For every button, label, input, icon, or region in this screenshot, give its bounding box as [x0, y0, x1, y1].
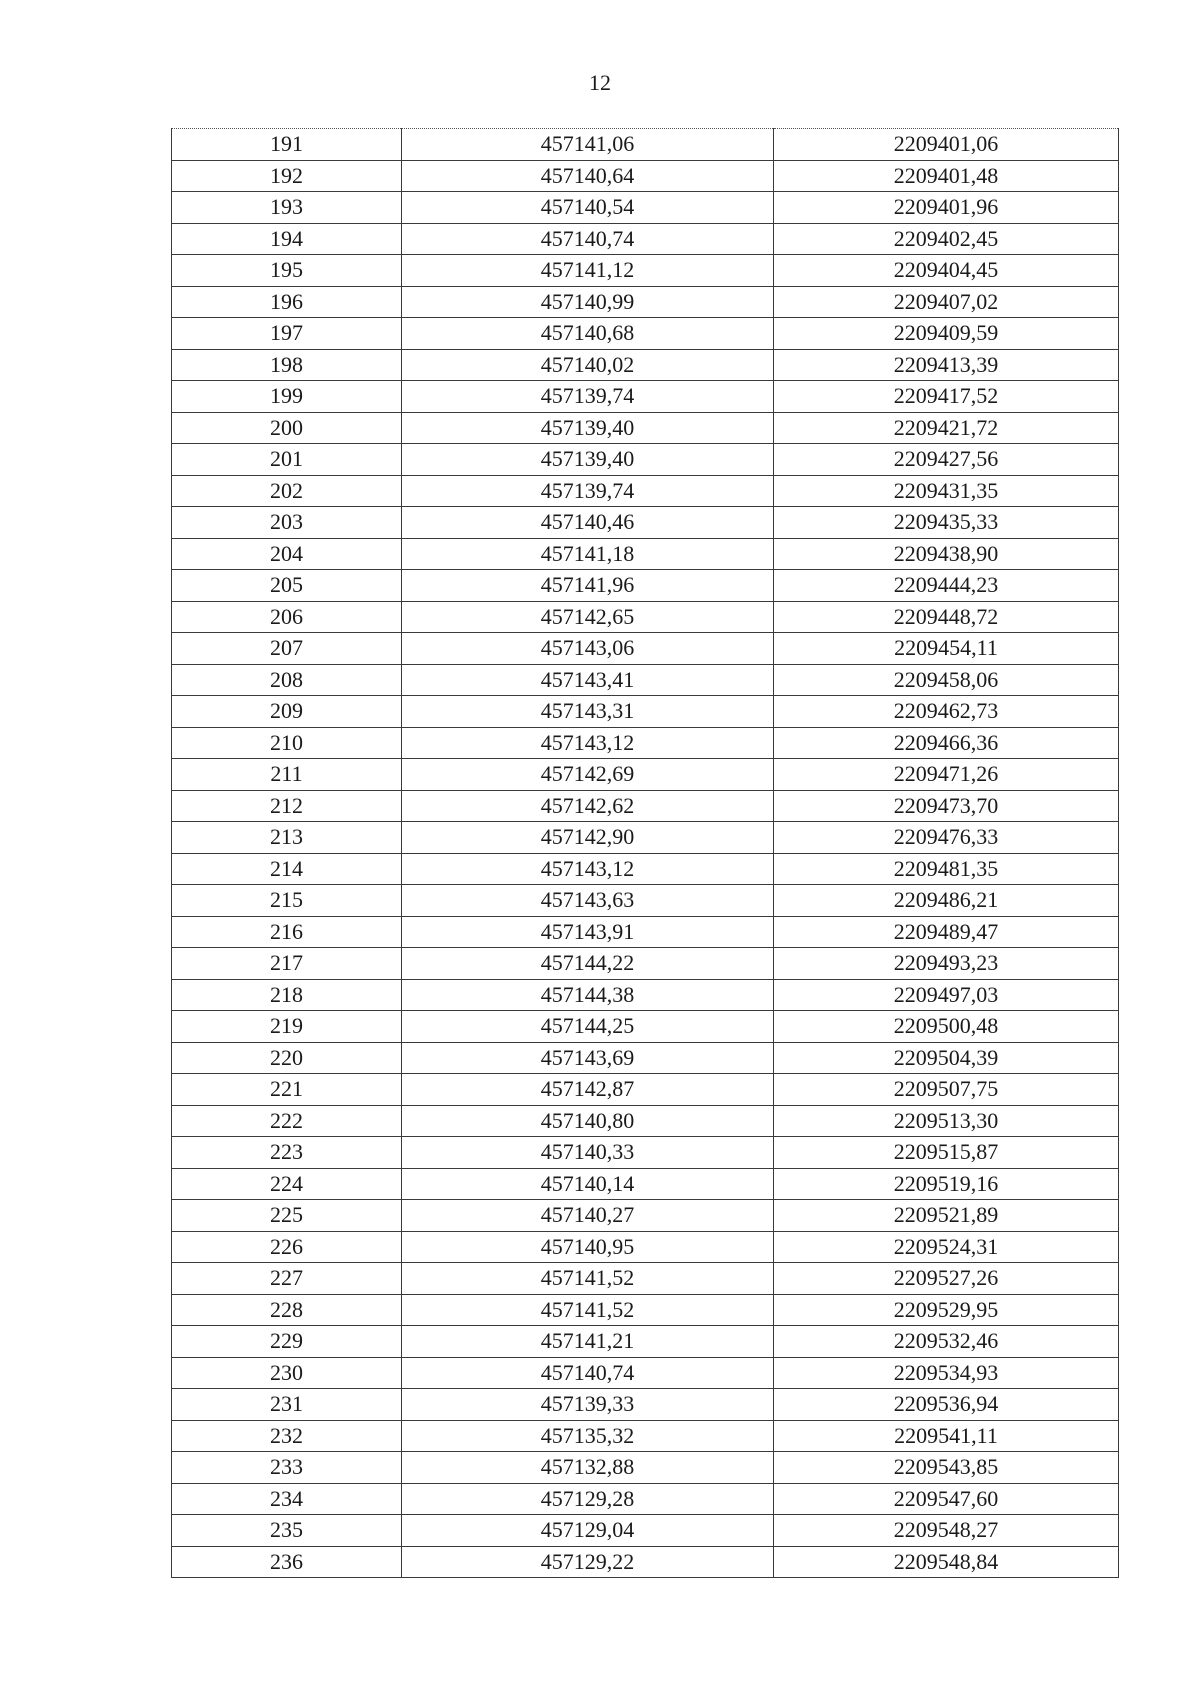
y-coordinate-cell: 2209448,72 — [774, 601, 1119, 633]
x-coordinate-cell: 457140,99 — [402, 286, 774, 318]
y-coordinate-cell: 2209481,35 — [774, 853, 1119, 885]
x-coordinate-cell: 457141,52 — [402, 1263, 774, 1295]
table-row — [172, 1105, 1119, 1137]
y-coordinate-cell: 2209421,72 — [774, 412, 1119, 444]
table-row — [172, 255, 1119, 287]
point-number-cell: 227 — [172, 1263, 402, 1295]
table-row — [172, 1168, 1119, 1200]
point-number-cell: 236 — [172, 1546, 402, 1578]
table-row — [172, 538, 1119, 570]
y-coordinate-cell: 2209466,36 — [774, 727, 1119, 759]
y-coordinate-cell: 2209458,06 — [774, 664, 1119, 696]
point-number-cell: 228 — [172, 1294, 402, 1326]
y-coordinate-cell: 2209497,03 — [774, 979, 1119, 1011]
table-row — [172, 1420, 1119, 1452]
y-coordinate-cell: 2209513,30 — [774, 1105, 1119, 1137]
x-coordinate-cell: 457142,69 — [402, 759, 774, 791]
x-coordinate-cell: 457140,64 — [402, 160, 774, 192]
point-number-cell: 233 — [172, 1452, 402, 1484]
x-coordinate-cell: 457129,28 — [402, 1483, 774, 1515]
table-row — [172, 1546, 1119, 1578]
point-number-cell: 202 — [172, 475, 402, 507]
point-number-cell: 191 — [172, 129, 402, 161]
y-coordinate-cell: 2209454,11 — [774, 633, 1119, 665]
table-row — [172, 286, 1119, 318]
x-coordinate-cell: 457139,33 — [402, 1389, 774, 1421]
point-number-cell: 218 — [172, 979, 402, 1011]
table-row — [172, 790, 1119, 822]
y-coordinate-cell: 2209489,47 — [774, 916, 1119, 948]
point-number-cell: 207 — [172, 633, 402, 665]
y-coordinate-cell: 2209401,96 — [774, 192, 1119, 224]
table-row — [172, 1326, 1119, 1358]
table-row — [172, 916, 1119, 948]
point-number-cell: 214 — [172, 853, 402, 885]
x-coordinate-cell: 457140,02 — [402, 349, 774, 381]
point-number-cell: 198 — [172, 349, 402, 381]
x-coordinate-cell: 457140,95 — [402, 1231, 774, 1263]
table-row — [172, 759, 1119, 791]
point-number-cell: 224 — [172, 1168, 402, 1200]
table-row — [172, 727, 1119, 759]
y-coordinate-cell: 2209413,39 — [774, 349, 1119, 381]
y-coordinate-cell: 2209532,46 — [774, 1326, 1119, 1358]
point-number-cell: 210 — [172, 727, 402, 759]
y-coordinate-cell: 2209493,23 — [774, 948, 1119, 980]
point-number-cell: 206 — [172, 601, 402, 633]
y-coordinate-cell: 2209515,87 — [774, 1137, 1119, 1169]
y-coordinate-cell: 2209541,11 — [774, 1420, 1119, 1452]
table-row — [172, 1231, 1119, 1263]
table-row — [172, 1483, 1119, 1515]
table-row — [172, 475, 1119, 507]
table-row — [172, 1294, 1119, 1326]
y-coordinate-cell: 2209431,35 — [774, 475, 1119, 507]
point-number-cell: 203 — [172, 507, 402, 539]
table-row — [172, 1011, 1119, 1043]
table-row — [172, 948, 1119, 980]
y-coordinate-cell: 2209527,26 — [774, 1263, 1119, 1295]
table-row — [172, 1042, 1119, 1074]
x-coordinate-cell: 457142,62 — [402, 790, 774, 822]
table-row — [172, 885, 1119, 917]
point-number-cell: 219 — [172, 1011, 402, 1043]
table-row — [172, 1452, 1119, 1484]
table-row — [172, 507, 1119, 539]
x-coordinate-cell: 457143,12 — [402, 853, 774, 885]
x-coordinate-cell: 457139,74 — [402, 475, 774, 507]
table-row — [172, 444, 1119, 476]
point-number-cell: 205 — [172, 570, 402, 602]
y-coordinate-cell: 2209427,56 — [774, 444, 1119, 476]
y-coordinate-cell: 2209438,90 — [774, 538, 1119, 570]
point-number-cell: 192 — [172, 160, 402, 192]
x-coordinate-cell: 457141,12 — [402, 255, 774, 287]
table-row — [172, 1389, 1119, 1421]
table-row — [172, 1074, 1119, 1106]
point-number-cell: 197 — [172, 318, 402, 350]
x-coordinate-cell: 457143,06 — [402, 633, 774, 665]
point-number-cell: 194 — [172, 223, 402, 255]
table-row — [172, 318, 1119, 350]
table-row — [172, 381, 1119, 413]
table-row — [172, 664, 1119, 696]
y-coordinate-cell: 2209536,94 — [774, 1389, 1119, 1421]
y-coordinate-cell: 2209476,33 — [774, 822, 1119, 854]
x-coordinate-cell: 457143,41 — [402, 664, 774, 696]
point-number-cell: 209 — [172, 696, 402, 728]
point-number-cell: 231 — [172, 1389, 402, 1421]
y-coordinate-cell: 2209471,26 — [774, 759, 1119, 791]
y-coordinate-cell: 2209462,73 — [774, 696, 1119, 728]
y-coordinate-cell: 2209547,60 — [774, 1483, 1119, 1515]
y-coordinate-cell: 2209444,23 — [774, 570, 1119, 602]
y-coordinate-cell: 2209534,93 — [774, 1357, 1119, 1389]
y-coordinate-cell: 2209417,52 — [774, 381, 1119, 413]
table-row — [172, 1263, 1119, 1295]
x-coordinate-cell: 457142,90 — [402, 822, 774, 854]
y-coordinate-cell: 2209548,27 — [774, 1515, 1119, 1547]
table-row — [172, 853, 1119, 885]
x-coordinate-cell: 457140,27 — [402, 1200, 774, 1232]
table-row — [172, 601, 1119, 633]
y-coordinate-cell: 2209504,39 — [774, 1042, 1119, 1074]
y-coordinate-cell: 2209402,45 — [774, 223, 1119, 255]
page-number: 12 — [589, 70, 611, 95]
x-coordinate-cell: 457140,33 — [402, 1137, 774, 1169]
point-number-cell: 222 — [172, 1105, 402, 1137]
point-number-cell: 196 — [172, 286, 402, 318]
x-coordinate-cell: 457141,52 — [402, 1294, 774, 1326]
table-row — [172, 412, 1119, 444]
table-row — [172, 129, 1119, 161]
x-coordinate-cell: 457132,88 — [402, 1452, 774, 1484]
x-coordinate-cell: 457143,63 — [402, 885, 774, 917]
x-coordinate-cell: 457142,87 — [402, 1074, 774, 1106]
point-number-cell: 234 — [172, 1483, 402, 1515]
x-coordinate-cell: 457139,40 — [402, 444, 774, 476]
table-row — [172, 1515, 1119, 1547]
point-number-cell: 229 — [172, 1326, 402, 1358]
x-coordinate-cell: 457141,96 — [402, 570, 774, 602]
x-coordinate-cell: 457140,74 — [402, 223, 774, 255]
point-number-cell: 208 — [172, 664, 402, 696]
point-number-cell: 193 — [172, 192, 402, 224]
point-number-cell: 216 — [172, 916, 402, 948]
point-number-cell: 204 — [172, 538, 402, 570]
coordinates-table-body — [172, 129, 1119, 1578]
point-number-cell: 213 — [172, 822, 402, 854]
x-coordinate-cell: 457129,22 — [402, 1546, 774, 1578]
point-number-cell: 215 — [172, 885, 402, 917]
x-coordinate-cell: 457139,40 — [402, 412, 774, 444]
x-coordinate-cell: 457139,74 — [402, 381, 774, 413]
coordinates-table — [171, 128, 1119, 1578]
table-row — [172, 1357, 1119, 1389]
point-number-cell: 225 — [172, 1200, 402, 1232]
y-coordinate-cell: 2209529,95 — [774, 1294, 1119, 1326]
point-number-cell: 235 — [172, 1515, 402, 1547]
y-coordinate-cell: 2209409,59 — [774, 318, 1119, 350]
x-coordinate-cell: 457144,38 — [402, 979, 774, 1011]
point-number-cell: 230 — [172, 1357, 402, 1389]
x-coordinate-cell: 457140,46 — [402, 507, 774, 539]
y-coordinate-cell: 2209519,16 — [774, 1168, 1119, 1200]
point-number-cell: 220 — [172, 1042, 402, 1074]
x-coordinate-cell: 457143,12 — [402, 727, 774, 759]
y-coordinate-cell: 2209500,48 — [774, 1011, 1119, 1043]
table-row — [172, 1200, 1119, 1232]
point-number-cell: 199 — [172, 381, 402, 413]
table-row — [172, 349, 1119, 381]
x-coordinate-cell: 457140,74 — [402, 1357, 774, 1389]
x-coordinate-cell: 457129,04 — [402, 1515, 774, 1547]
x-coordinate-cell: 457143,69 — [402, 1042, 774, 1074]
x-coordinate-cell: 457140,54 — [402, 192, 774, 224]
table-row — [172, 192, 1119, 224]
y-coordinate-cell: 2209521,89 — [774, 1200, 1119, 1232]
x-coordinate-cell: 457135,32 — [402, 1420, 774, 1452]
y-coordinate-cell: 2209407,02 — [774, 286, 1119, 318]
x-coordinate-cell: 457144,25 — [402, 1011, 774, 1043]
x-coordinate-cell: 457141,21 — [402, 1326, 774, 1358]
table-row — [172, 570, 1119, 602]
point-number-cell: 200 — [172, 412, 402, 444]
y-coordinate-cell: 2209435,33 — [774, 507, 1119, 539]
y-coordinate-cell: 2209473,70 — [774, 790, 1119, 822]
point-number-cell: 211 — [172, 759, 402, 791]
table-row — [172, 633, 1119, 665]
point-number-cell: 212 — [172, 790, 402, 822]
x-coordinate-cell: 457141,18 — [402, 538, 774, 570]
point-number-cell: 232 — [172, 1420, 402, 1452]
table-row — [172, 696, 1119, 728]
x-coordinate-cell: 457142,65 — [402, 601, 774, 633]
x-coordinate-cell: 457143,31 — [402, 696, 774, 728]
y-coordinate-cell: 2209401,06 — [774, 129, 1119, 161]
y-coordinate-cell: 2209486,21 — [774, 885, 1119, 917]
y-coordinate-cell: 2209507,75 — [774, 1074, 1119, 1106]
y-coordinate-cell: 2209524,31 — [774, 1231, 1119, 1263]
y-coordinate-cell: 2209543,85 — [774, 1452, 1119, 1484]
table-row — [172, 160, 1119, 192]
point-number-cell: 217 — [172, 948, 402, 980]
point-number-cell: 195 — [172, 255, 402, 287]
point-number-cell: 201 — [172, 444, 402, 476]
table-row — [172, 1137, 1119, 1169]
point-number-cell: 223 — [172, 1137, 402, 1169]
y-coordinate-cell: 2209401,48 — [774, 160, 1119, 192]
point-number-cell: 226 — [172, 1231, 402, 1263]
x-coordinate-cell: 457141,06 — [402, 129, 774, 161]
y-coordinate-cell: 2209404,45 — [774, 255, 1119, 287]
x-coordinate-cell: 457140,80 — [402, 1105, 774, 1137]
y-coordinate-cell: 2209548,84 — [774, 1546, 1119, 1578]
table-row — [172, 223, 1119, 255]
point-number-cell: 221 — [172, 1074, 402, 1106]
table-row — [172, 822, 1119, 854]
x-coordinate-cell: 457143,91 — [402, 916, 774, 948]
x-coordinate-cell: 457140,68 — [402, 318, 774, 350]
x-coordinate-cell: 457144,22 — [402, 948, 774, 980]
x-coordinate-cell: 457140,14 — [402, 1168, 774, 1200]
table-row — [172, 979, 1119, 1011]
